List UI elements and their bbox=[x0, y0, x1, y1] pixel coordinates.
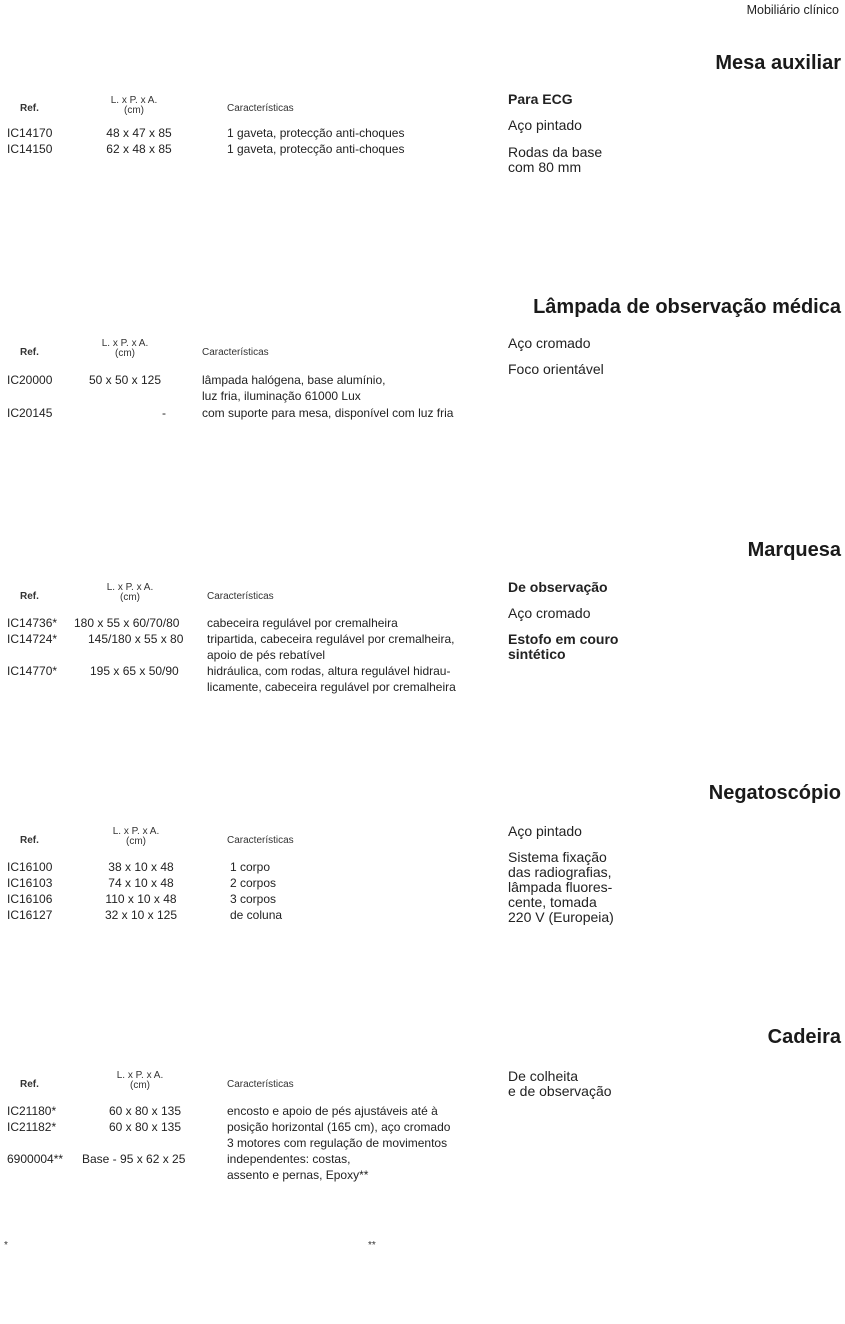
col-header-characteristics: Características bbox=[202, 347, 269, 358]
row-characteristics: 1 gaveta, protecção anti-choques bbox=[227, 142, 405, 156]
row-ref: IC14150 bbox=[7, 142, 53, 156]
side-note: Aço cromado bbox=[508, 335, 591, 351]
row-ref: IC16103 bbox=[7, 876, 53, 890]
row-dimensions: 62 x 48 x 85 bbox=[106, 142, 172, 156]
col-header-characteristics: Características bbox=[207, 591, 274, 602]
col-header-characteristics: Características bbox=[227, 1079, 294, 1090]
section-title: Mesa auxiliar bbox=[715, 52, 841, 74]
row-dimensions: 50 x 50 x 125 bbox=[88, 373, 162, 387]
section-title: Marquesa bbox=[747, 539, 841, 561]
row-dimensions: 110 x 10 x 48 bbox=[105, 892, 177, 906]
col-header-dimensions: L. x P. x A. (cm) bbox=[101, 338, 149, 359]
col-header-ref: Ref. bbox=[20, 103, 39, 114]
row-dimensions: 195 x 65 x 50/90 bbox=[90, 664, 179, 678]
row-ref: IC20000 bbox=[7, 373, 53, 387]
row-ref: 6900004** bbox=[7, 1152, 64, 1166]
col-header-characteristics: Características bbox=[227, 103, 294, 114]
row-characteristics: cabeceira regulável por cremalheira bbox=[207, 616, 398, 630]
page-header: Mobiliário clínico bbox=[746, 3, 839, 17]
col-header-dimensions: L. x P. x A. (cm) bbox=[116, 1070, 164, 1091]
row-characteristics: assento e pernas, Epoxy** bbox=[227, 1168, 369, 1182]
footnote-single-asterisk: * bbox=[4, 1240, 8, 1251]
row-dimensions: 60 x 80 x 135 bbox=[108, 1104, 182, 1118]
row-characteristics: independentes: costas, bbox=[227, 1152, 351, 1166]
side-note: De observação bbox=[508, 579, 608, 595]
row-characteristics: de coluna bbox=[230, 908, 283, 922]
row-ref: IC16127 bbox=[7, 908, 53, 922]
row-dimensions: 38 x 10 x 48 bbox=[108, 860, 174, 874]
row-ref: IC14736* bbox=[7, 616, 58, 630]
row-dimensions: 74 x 10 x 48 bbox=[108, 876, 174, 890]
section-title: Negatoscópio bbox=[708, 782, 841, 804]
row-characteristics: 1 gaveta, protecção anti-choques bbox=[227, 126, 405, 140]
row-ref: IC21180* bbox=[7, 1104, 57, 1118]
section-title: Cadeira bbox=[767, 1026, 841, 1048]
col-header-characteristics: Características bbox=[227, 835, 294, 846]
row-ref: IC16106 bbox=[7, 892, 53, 906]
row-ref: IC20145 bbox=[7, 406, 53, 420]
row-dimensions: 180 x 55 x 60/70/80 bbox=[74, 616, 180, 630]
col-header-ref: Ref. bbox=[20, 1079, 39, 1090]
row-ref: IC16100 bbox=[7, 860, 53, 874]
row-ref: IC21182* bbox=[7, 1120, 57, 1134]
side-note: Estofo em couro sintético bbox=[508, 631, 619, 662]
row-characteristics: apoio de pés rebatível bbox=[207, 648, 326, 662]
side-note: Foco orientável bbox=[508, 361, 604, 377]
row-dimensions: 32 x 10 x 125 bbox=[104, 908, 178, 922]
side-note: Sistema fixação das radiografias, lâmpada fluores- cente, tomada 220 V (Europeia) bbox=[508, 849, 614, 925]
row-dimensions: 145/180 x 55 x 80 bbox=[88, 632, 184, 646]
row-characteristics: licamente, cabeceira regulável por cremalheira bbox=[207, 680, 456, 694]
row-characteristics: encosto e apoio de pés ajustáveis até à bbox=[227, 1104, 438, 1118]
row-characteristics: luz fria, iluminação 61000 Lux bbox=[202, 389, 361, 403]
row-characteristics: com suporte para mesa, disponível com luz fria bbox=[202, 406, 454, 420]
col-header-ref: Ref. bbox=[20, 347, 39, 358]
row-ref: IC14724* bbox=[7, 632, 58, 646]
row-dimensions: Base - 95 x 62 x 25 bbox=[82, 1152, 186, 1166]
row-ref: IC14170 bbox=[7, 126, 53, 140]
row-dimensions: 48 x 47 x 85 bbox=[106, 126, 172, 140]
row-characteristics: 3 motores com regulação de movimentos bbox=[227, 1136, 448, 1150]
row-characteristics: 1 corpo bbox=[230, 860, 271, 874]
side-note: Aço pintado bbox=[508, 117, 582, 133]
row-characteristics: 3 corpos bbox=[230, 892, 277, 906]
row-dimensions: 60 x 80 x 135 bbox=[108, 1120, 182, 1134]
footnote-double-asterisk: ** bbox=[368, 1240, 376, 1251]
row-characteristics: lâmpada halógena, base alumínio, bbox=[202, 373, 386, 387]
row-characteristics: tripartida, cabeceira regulável por cremalheira, bbox=[207, 632, 455, 646]
side-note: Para ECG bbox=[508, 91, 573, 107]
col-header-ref: Ref. bbox=[20, 591, 39, 602]
row-ref: IC14770* bbox=[7, 664, 58, 678]
row-characteristics: posição horizontal (165 cm), aço cromado bbox=[227, 1120, 451, 1134]
side-note: Aço cromado bbox=[508, 605, 591, 621]
section-title: Lâmpada de observação médica bbox=[533, 296, 841, 318]
side-note: Rodas da base com 80 mm bbox=[508, 144, 603, 175]
side-note: Aço pintado bbox=[508, 823, 582, 839]
col-header-dimensions: L. x P. x A. (cm) bbox=[106, 582, 154, 603]
col-header-dimensions: L. x P. x A. (cm) bbox=[110, 95, 158, 116]
col-header-dimensions: L. x P. x A. (cm) bbox=[112, 826, 160, 847]
row-characteristics: hidráulica, com rodas, altura regulável hidrau- bbox=[207, 664, 451, 678]
row-dimensions: - bbox=[162, 406, 166, 420]
col-header-ref: Ref. bbox=[20, 835, 39, 846]
side-note: De colheita e de observação bbox=[508, 1068, 612, 1099]
row-characteristics: 2 corpos bbox=[230, 876, 277, 890]
